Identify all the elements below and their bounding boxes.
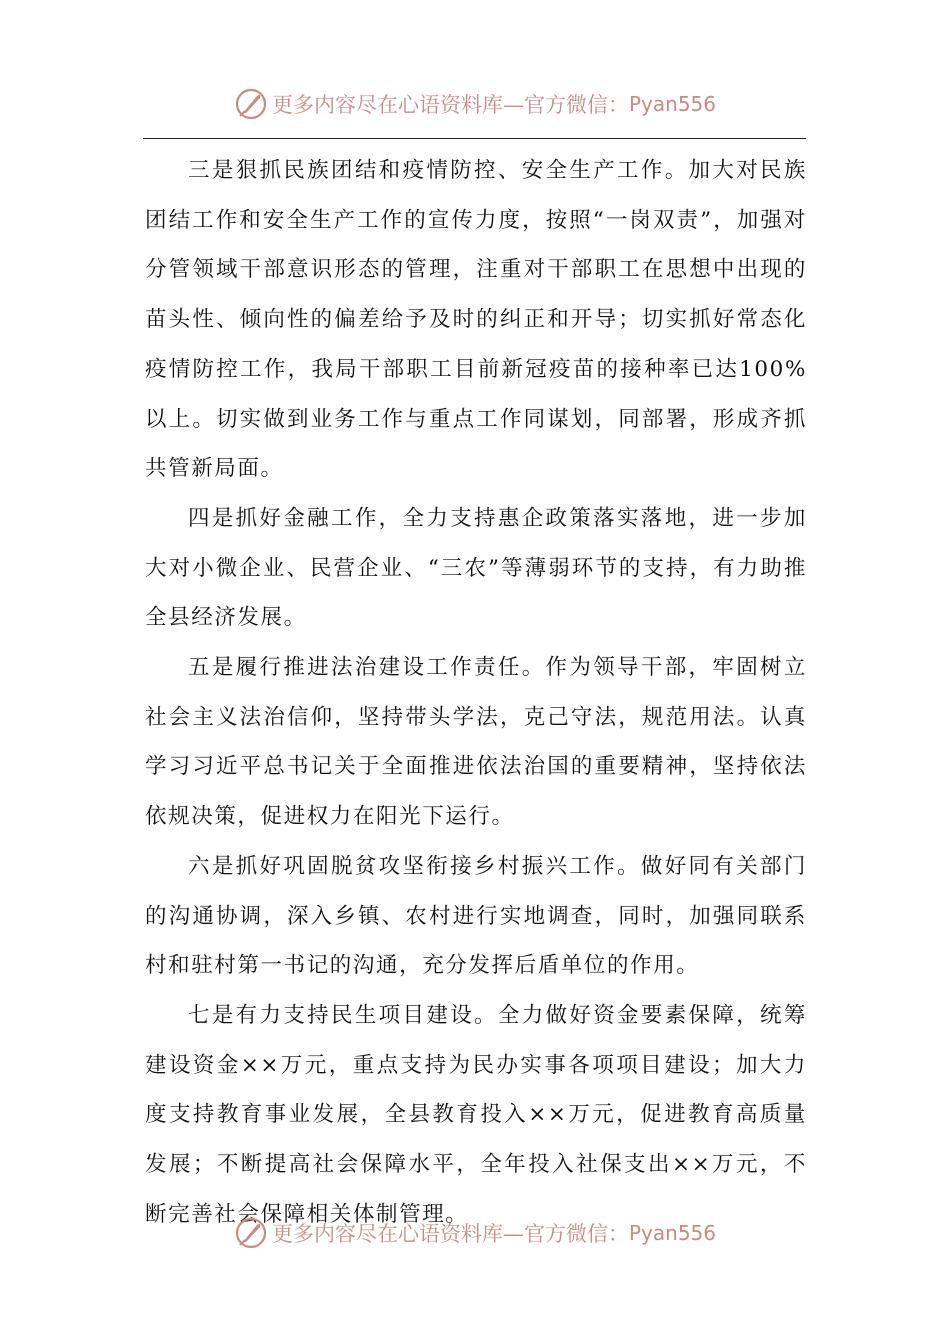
- paragraph-7: 七是有力支持民生项目建设。全力做好资金要素保障，统筹建设资金××万元，重点支持为民办实事各项项目建设；加大力度支持教育事业发展，全县教育投入××万元，促进教育高质量发展；不断提高社会保障水平，全年投入社保支出××万元，不断完善社会保障相关体制管理。: [145, 1002, 807, 1227]
- banner-text: 更多内容尽在心语资料库—官方微信：: [271, 93, 629, 117]
- banner-text: 更多内容尽在心语资料库—官方微信：: [271, 1222, 629, 1246]
- paragraph-3: 三是狠抓民族团结和疫情防控、安全生产工作。加大对民族团结工作和安全生产工作的宣传力度，按照“一岗双责”，加强对分管领域干部意识形态的管理，注重对干部职工在思想中出现的苗头性、倾向性的偏差给予及时的纠正和开导；切实抓好常态化疫情防控工作，我局干部职工目前新冠疫苗的接种率已达100%以上。切实做到业务工作与重点工作同谋划，同部署，形成齐抓共管新局面。: [145, 158, 807, 482]
- footer-banner: [0, 1213, 950, 1253]
- paragraph-4: 四是抓好金融工作，全力支持惠企政策落实落地，进一步加大对小微企业、民营企业、“三农”等薄弱环节的支持，有力助推全县经济发展。: [145, 505, 807, 631]
- header-divider: [143, 138, 806, 139]
- paragraph-5: 五是履行推进法治建设工作责任。作为领导干部，牢固树立社会主义法治信仰，坚持带头学法，克己守法，规范用法。认真学习习近平总书记关于全面推进依法治国的重要精神，坚持依法依规决策，促进权力在阳光下运行。: [145, 655, 807, 830]
- banner-wechat-id: Pyan556: [628, 1221, 716, 1245]
- header-banner: [0, 84, 950, 124]
- paragraph-6: 六是抓好巩固脱贫攻坚衔接乡村振兴工作。做好同有关部门的沟通协调，深入乡镇、农村进行实地调查，同时，加强同联系村和驻村第一书记的沟通，充分发挥后盾单位的作用。: [145, 853, 807, 979]
- document-body: [145, 146, 807, 1239]
- quill-pen-icon: [234, 1216, 268, 1250]
- banner-wechat-id: Pyan556: [628, 92, 716, 116]
- quill-pen-icon: [234, 87, 268, 121]
